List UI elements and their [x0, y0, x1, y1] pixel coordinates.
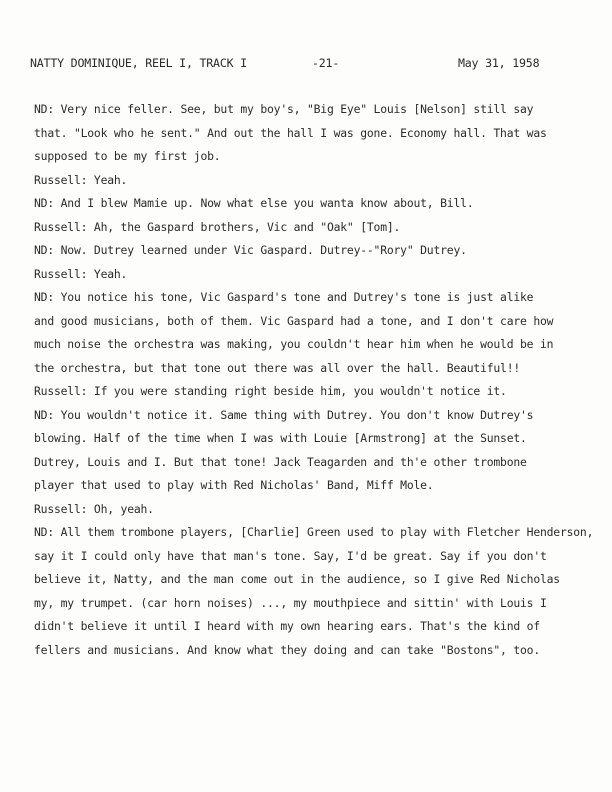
page-number: -21-	[312, 56, 340, 70]
transcript-line: Russell: Yeah.	[34, 266, 128, 281]
transcript-line: ND: You notice his tone, Vic Gaspard's tone and Dutrey's tone is just alike	[34, 290, 534, 304]
transcript-line: Dutrey, Louis and I. But that tone! Jack Teagarden and th'e other trombone	[34, 454, 527, 469]
transcript-line: Russell: Ah, the Gaspard brothers, Vic and "Oak" [Tom].	[34, 219, 401, 234]
transcript-line: much noise the orchestra was making, you couldn't hear him when he would be in	[34, 337, 554, 351]
transcript-line: Russell: Yeah.	[34, 172, 128, 187]
transcript-line: and good musicians, both of them. Vic Gaspard had a tone, and I don't care how	[34, 313, 554, 328]
transcript-line: Russell: If you were standing right beside him, you wouldn't notice it.	[34, 384, 507, 398]
transcript-line: ND: Now. Dutrey learned under Vic Gaspard. Dutrey--"Rory" Dutrey.	[34, 243, 467, 257]
transcript-body	[34, 98, 594, 662]
transcript-line: supposed to be my first job.	[34, 149, 221, 163]
transcript-line: the orchestra, but that tone out there was all over the hall. Beautiful!!	[34, 360, 521, 375]
transcript-line: fellers and musicians. And know what they doing and can take "Bostons", too.	[34, 642, 540, 657]
transcript-line: ND: Very nice feller. See, but my boy's, "Big Eye" Louis [Nelson] still say	[34, 102, 534, 116]
transcript-line: believe it, Natty, and the man come out in the audience, so I give Red Nicholas	[34, 572, 560, 586]
page-header	[30, 56, 590, 70]
transcript-line: my, my trumpet. (car horn noises) ..., my mouthpiece and sittin' with Louis I	[34, 595, 547, 610]
transcript-line: ND: You wouldn't notice it. Same thing with Dutrey. You don't know Dutrey's	[34, 407, 534, 422]
header-date: May 31, 1958	[458, 56, 540, 70]
transcript-line: that. "Look who he sent." And out the hall I was gone. Economy hall. That was	[34, 125, 547, 140]
transcript-line: blowing. Half of the time when I was with Louie [Armstrong] at the Sunset.	[34, 431, 527, 445]
transcript-line: Russell: Oh, yeah.	[34, 501, 154, 516]
transcript-line: say it I could only have that man's tone. Say, I'd be great. Say if you don't	[34, 548, 547, 563]
transcript-line: player that used to play with Red Nicholas' Band, Miff Mole.	[34, 478, 434, 492]
header-title: NATTY DOMINIQUE, REEL I, TRACK I	[30, 56, 247, 70]
transcript-line: ND: And I blew Mamie up. Now what else you wanta know about, Bill.	[34, 196, 474, 210]
transcript-line: ND: All them trombone players, [Charlie] Green used to play with Fletcher Henderson,	[34, 525, 594, 539]
transcript-line: didn't believe it until I heard with my own hearing ears. That's the kind of	[34, 619, 540, 633]
